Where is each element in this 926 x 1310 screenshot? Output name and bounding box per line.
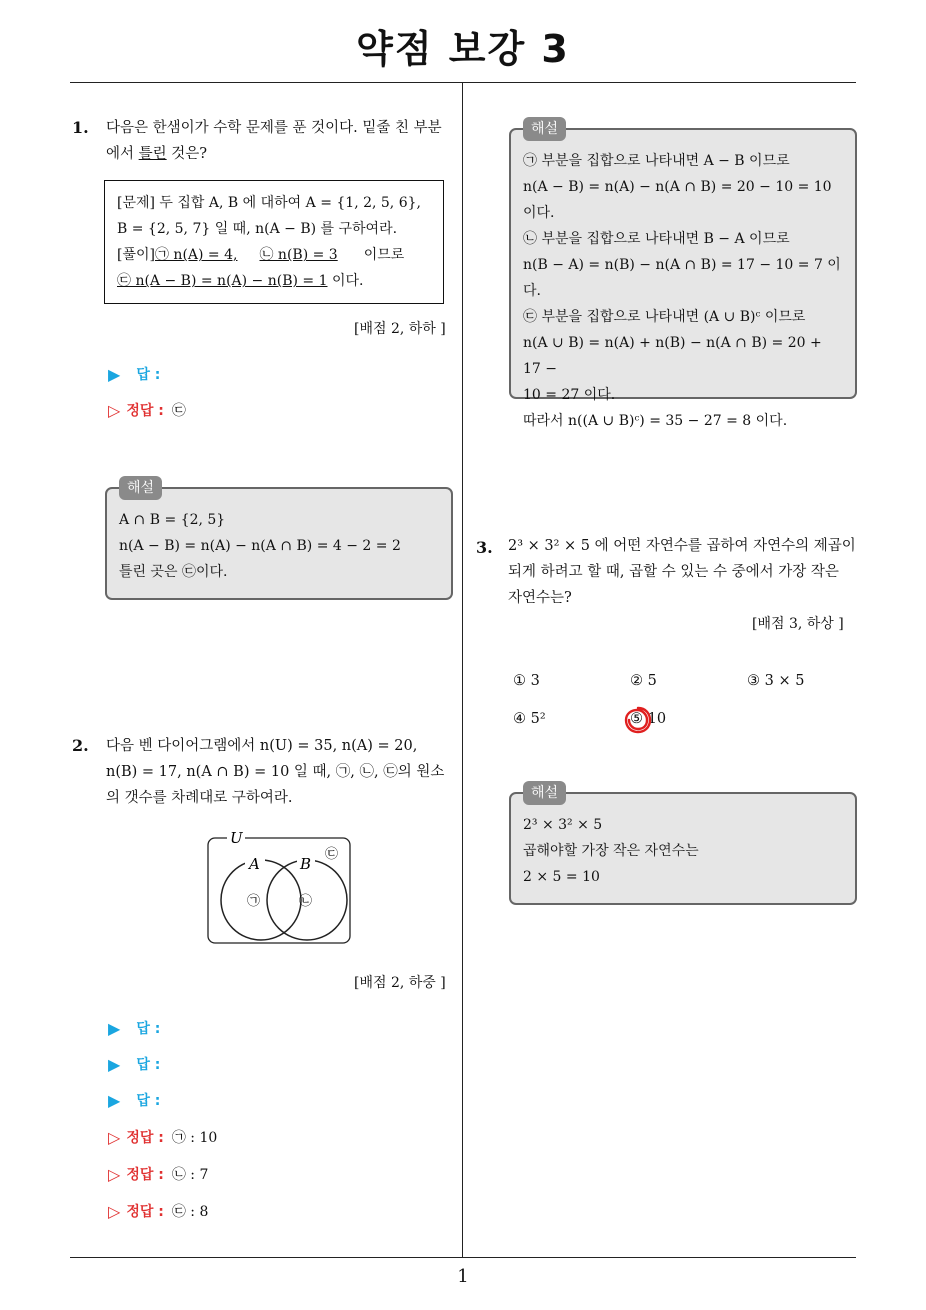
q1-box-line3 bbox=[117, 242, 431, 268]
q2-key-label-1: 정답 : bbox=[126, 1130, 164, 1146]
q2-answer-row-1[interactable] bbox=[108, 1018, 160, 1038]
q1-box-solve-label: [풀이] bbox=[117, 247, 155, 263]
q2-sol-line: n(B − A) = n(B) − n(A ∩ B) = 17 − 10 = 7 이다. bbox=[523, 257, 841, 299]
q1-underline-b: ㉡ n(B) = 3 bbox=[259, 247, 338, 263]
top-rule bbox=[70, 82, 856, 83]
q3-score: [배점 3, 하상 ] bbox=[752, 616, 844, 632]
q1-sol-line1: A ∩ B = {2, 5} bbox=[119, 512, 226, 528]
q3-number: 3. bbox=[476, 538, 493, 557]
q1-number: 1. bbox=[72, 118, 89, 137]
q2-answer-label-3: 답 : bbox=[136, 1093, 161, 1109]
q1-text bbox=[106, 115, 456, 167]
q1-box-line3-end: 이므로 bbox=[363, 247, 405, 263]
q1-key-value: ㉢ bbox=[171, 403, 186, 419]
q1-sol-line3: 틀린 곳은 ㉢이다. bbox=[119, 564, 228, 580]
q1-text-line1: 다음은 한샘이가 수학 문제를 푼 것이다. 밑줄 친 부분 bbox=[106, 120, 442, 136]
q1-score: [배점 2, 하하 ] bbox=[354, 321, 446, 337]
q3-text-line2: 되게 하려고 할 때, 곱할 수 있는 수 중에서 가장 작은 bbox=[508, 564, 839, 580]
outline-triangle-icon: ▷ bbox=[108, 1127, 121, 1147]
outline-triangle-icon: ▷ bbox=[108, 400, 121, 420]
q1-answer-label: 답 : bbox=[136, 367, 161, 383]
q3-choice-2[interactable]: ② 5 bbox=[630, 673, 657, 689]
q2-answer-row-2[interactable] bbox=[108, 1054, 160, 1074]
outline-triangle-icon: ▷ bbox=[108, 1164, 121, 1184]
q2-number: 2. bbox=[72, 736, 89, 755]
q2-answer-label-1: 답 : bbox=[136, 1021, 161, 1037]
q1-box-line4 bbox=[117, 268, 431, 294]
q2-answer-row-3[interactable] bbox=[108, 1090, 160, 1110]
q2-sol-line: 10 = 27 이다. bbox=[523, 387, 616, 403]
q2-text-line3: 의 갯수를 차례대로 구하여라. bbox=[106, 790, 293, 806]
q1-box-line4-end: 이다. bbox=[327, 273, 364, 289]
q1-answer-row[interactable] bbox=[108, 364, 160, 384]
q2-solution-tag: 해설 bbox=[523, 117, 566, 141]
q2-key-value-2: ㉡ : 7 bbox=[171, 1167, 209, 1183]
q2-text-line2: n(B) = 17, n(A ∩ B) = 10 일 때, ㉠, ㉡, ㉢의 원소 bbox=[106, 764, 445, 780]
venn-diagram bbox=[205, 828, 355, 948]
q2-sol-line: ㉢ 부분을 집합으로 나타내면 (A ∪ B)ᶜ 이므로 bbox=[523, 309, 806, 325]
q3-choice-4[interactable]: ④ 5² bbox=[513, 711, 546, 727]
selected-answer-circle-icon bbox=[622, 704, 654, 736]
q1-solution-tag: 해설 bbox=[119, 476, 162, 500]
bottom-rule bbox=[70, 1257, 856, 1258]
q2-sol-line: n(A − B) = n(A) − n(A ∩ B) = 20 − 10 = 10 bbox=[523, 179, 832, 195]
play-triangle-icon: ▶ bbox=[108, 1054, 121, 1074]
q3-text-line3: 자연수는? bbox=[508, 590, 572, 606]
q3-choice-5[interactable]: ⑤ 10 bbox=[630, 711, 667, 727]
venn-b-label: B bbox=[300, 855, 312, 873]
q1-underline-a: ㉠ n(A) = 4, bbox=[154, 247, 238, 263]
q2-key-value-3: ㉢ : 8 bbox=[171, 1204, 209, 1220]
q2-key-value-1: ㉠ : 10 bbox=[171, 1130, 218, 1146]
q2-key-row-2 bbox=[108, 1164, 208, 1184]
q2-answer-label-2: 답 : bbox=[136, 1057, 161, 1073]
q2-solution-box bbox=[509, 121, 857, 429]
q1-sol-line2: n(A − B) = n(A) − n(A ∩ B) = 4 − 2 = 2 bbox=[119, 538, 401, 554]
play-triangle-icon: ▶ bbox=[108, 1018, 121, 1038]
q2-sol-line: 이다. bbox=[523, 205, 555, 221]
venn-region-3: ㉢ bbox=[325, 847, 339, 862]
outline-triangle-icon: ▷ bbox=[108, 1201, 121, 1221]
play-triangle-icon: ▶ bbox=[108, 364, 121, 384]
q3-solution-box bbox=[509, 785, 857, 905]
q2-sol-line: n(A ∪ B) = n(A) + n(B) − n(A ∩ B) = 20 + 17 − bbox=[523, 335, 822, 377]
page-title: 약점 보강 3 bbox=[356, 27, 570, 71]
q1-box-line1: [문제] 두 집합 A, B 에 대하여 A = {1, 2, 5, 6}, bbox=[117, 195, 421, 211]
q2-key-row-3 bbox=[108, 1201, 208, 1221]
q2-sol-line: ㉡ 부분을 집합으로 나타내면 B − A 이므로 bbox=[523, 231, 790, 247]
q2-key-label-2: 정답 : bbox=[126, 1167, 164, 1183]
q1-problem-box bbox=[104, 180, 444, 304]
q1-text-post: 것은? bbox=[166, 146, 208, 162]
venn-region-1: ㉠ bbox=[247, 894, 261, 909]
play-triangle-icon: ▶ bbox=[108, 1090, 121, 1110]
q1-text-line2 bbox=[106, 141, 456, 167]
q2-sol-line: 따라서 n((A ∪ B)ᶜ) = 35 − 27 = 8 이다. bbox=[523, 413, 788, 429]
q2-text bbox=[106, 733, 456, 811]
venn-a-label: A bbox=[249, 855, 260, 873]
q3-choice-3[interactable]: ③ 3 × 5 bbox=[747, 673, 805, 689]
q3-sol-line3: 2 × 5 = 10 bbox=[523, 869, 600, 885]
column-divider bbox=[462, 82, 463, 1258]
q3-text-line1: 2³ × 3² × 5 에 어떤 자연수를 곱하여 자연수의 제곱이 bbox=[508, 538, 856, 554]
q3-text bbox=[508, 533, 860, 611]
venn-region-2: ㉡ bbox=[299, 894, 313, 909]
q2-sol-line: ㉠ 부분을 집합으로 나타내면 A − B 이므로 bbox=[523, 153, 790, 169]
q3-sol-line1: 2³ × 3² × 5 bbox=[523, 817, 603, 833]
q1-text-pre: 에서 bbox=[106, 146, 139, 162]
q2-score: [배점 2, 하중 ] bbox=[354, 975, 446, 991]
q2-key-row-1 bbox=[108, 1127, 217, 1147]
q1-key-row bbox=[108, 400, 186, 420]
page-number: 1 bbox=[457, 1266, 469, 1287]
q1-underlined-word: 틀린 bbox=[138, 146, 167, 162]
q3-solution-tag: 해설 bbox=[523, 781, 566, 805]
q3-sol-line2: 곱해야할 가장 작은 자연수는 bbox=[523, 843, 699, 859]
venn-u-label: U bbox=[230, 829, 243, 847]
q2-text-line1: 다음 벤 다이어그램에서 n(U) = 35, n(A) = 20, bbox=[106, 738, 418, 754]
q1-key-label: 정답 : bbox=[126, 403, 164, 419]
q1-solution-box bbox=[105, 480, 453, 600]
q1-box-line2: B = {2, 5, 7} 일 때, n(A − B) 를 구하여라. bbox=[117, 221, 398, 237]
q1-underline-c: ㉢ n(A − B) = n(A) − n(B) = 1 bbox=[117, 273, 328, 289]
q3-choice-1[interactable]: ① 3 bbox=[513, 673, 540, 689]
q2-key-label-3: 정답 : bbox=[126, 1204, 164, 1220]
